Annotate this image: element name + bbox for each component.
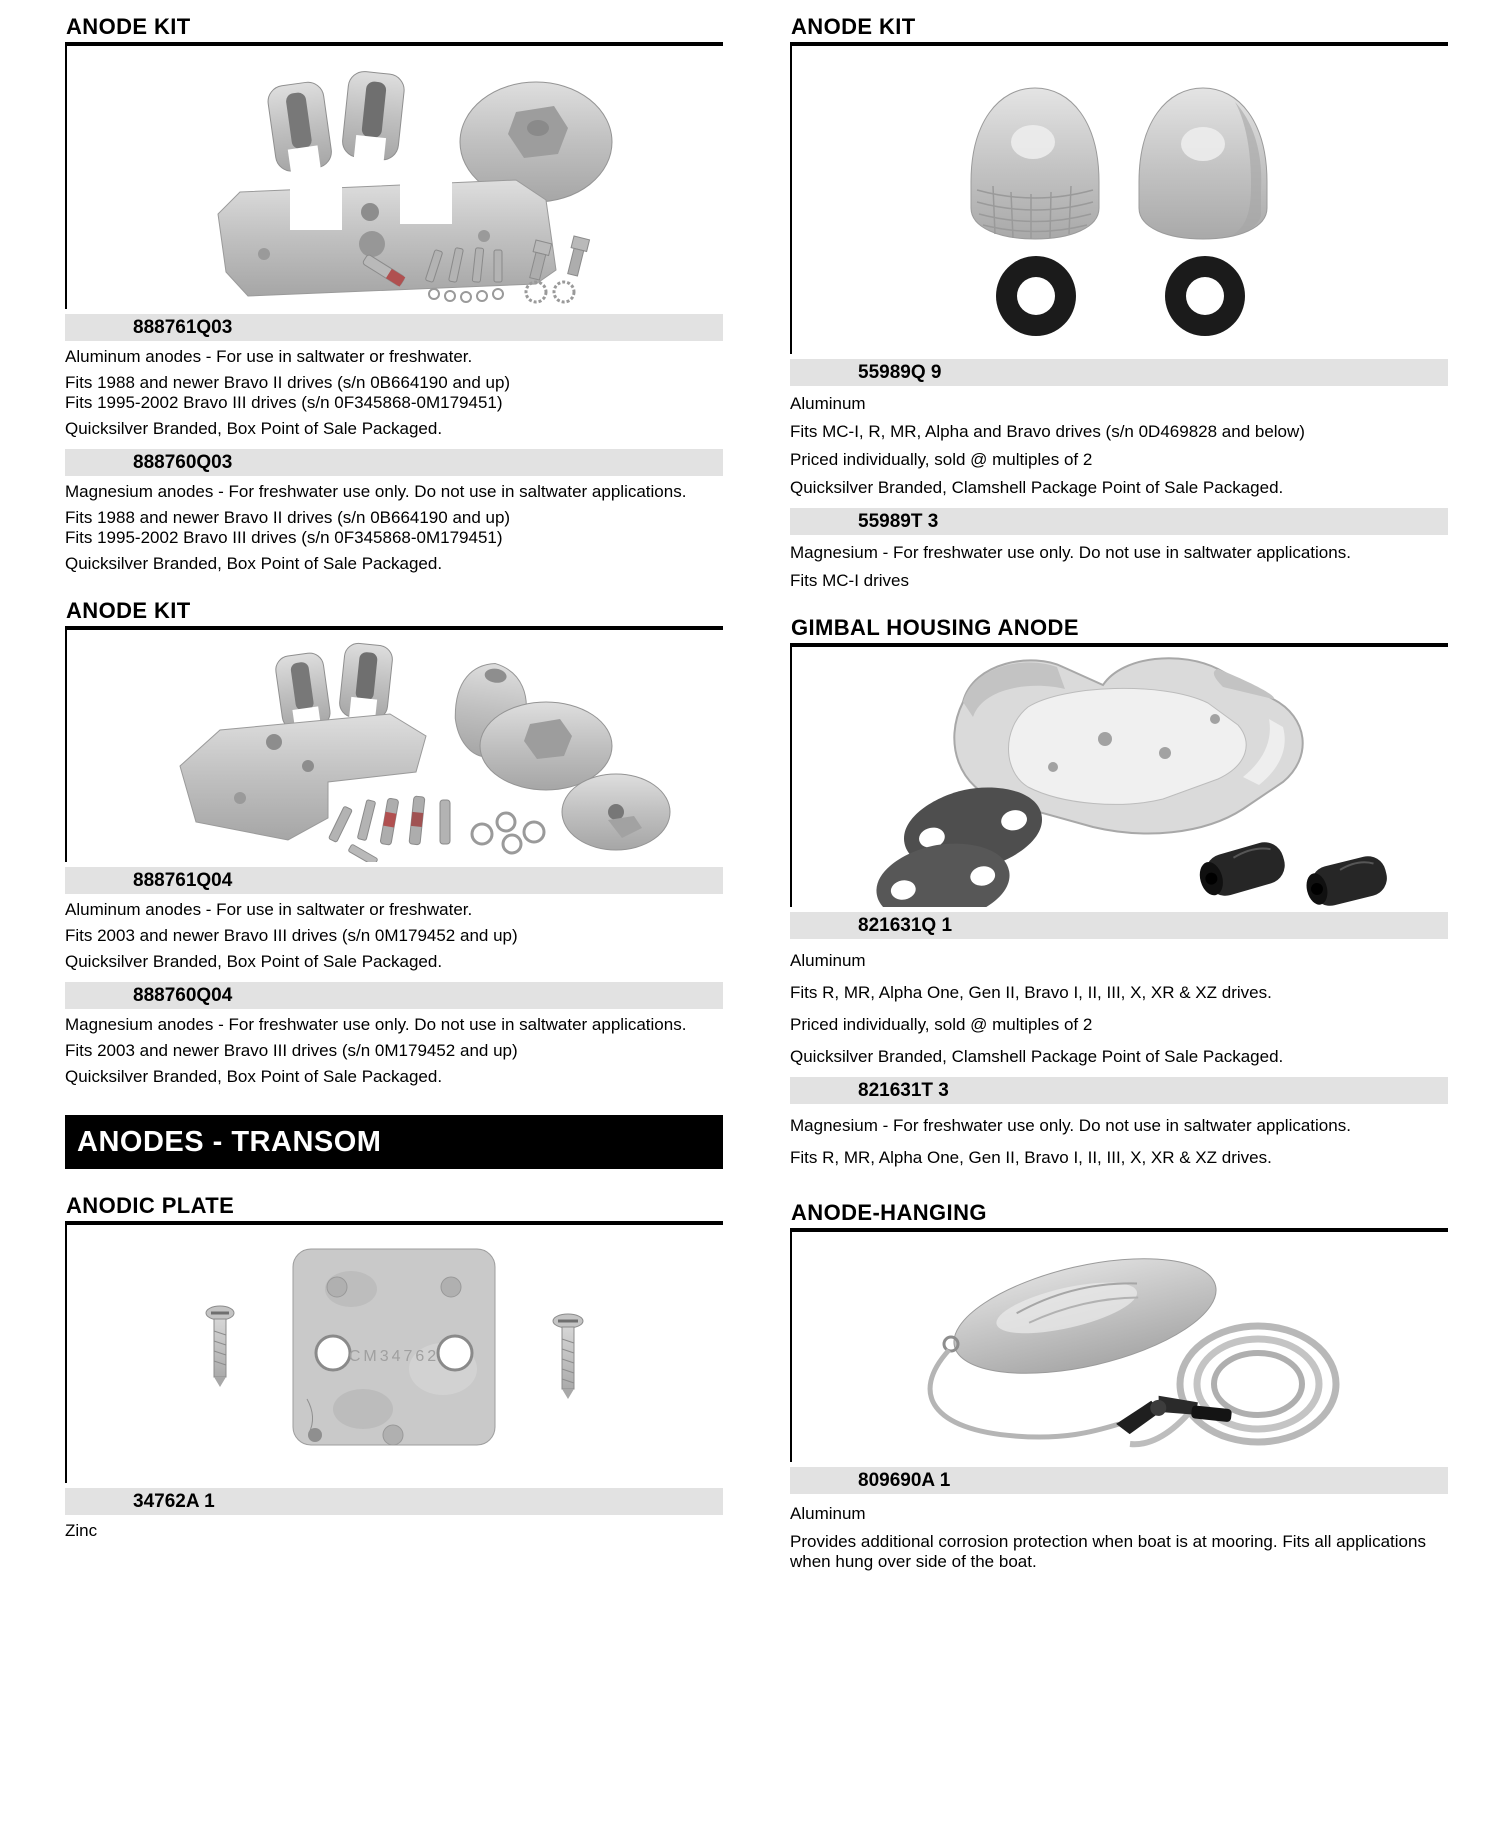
section-title: ANODE-HANGING bbox=[790, 1202, 1448, 1232]
part-number-bar bbox=[65, 982, 723, 1009]
part-number-bar bbox=[790, 912, 1448, 939]
product-photo-anode-caps bbox=[790, 46, 1448, 354]
part-desc: Aluminum bbox=[790, 951, 866, 970]
part-packaging: Quicksilver Branded, Box Point of Sale Packaged. bbox=[65, 1067, 443, 1086]
part-fits: Fits 2003 and newer Bravo III drives (s/n 0M179452 and up) bbox=[65, 1041, 518, 1060]
part-number: 888760Q04 bbox=[133, 985, 233, 1006]
part-fits: Fits R, MR, Alpha One, Gen II, Bravo I, II, III, X, XR & XZ drives. bbox=[790, 1148, 1272, 1167]
right-column bbox=[790, 16, 1448, 1572]
part-desc: Zinc bbox=[65, 1521, 98, 1540]
part-entry bbox=[65, 314, 723, 439]
section-anode-kit-caps bbox=[790, 16, 1448, 591]
part-number-bar bbox=[790, 359, 1448, 386]
part-desc: Magnesium anodes - For freshwater use only. Do not use in saltwater applications. bbox=[65, 1015, 687, 1034]
anode-kit-bravo3-image bbox=[67, 630, 723, 862]
part-number-bar bbox=[65, 314, 723, 341]
section-title: ANODIC PLATE bbox=[65, 1195, 723, 1225]
part-desc: Aluminum bbox=[790, 1504, 866, 1523]
part-number: 809690A 1 bbox=[858, 1470, 951, 1491]
part-fits: Fits MC-I, R, MR, Alpha and Bravo drives (s/n 0D469828 and below) bbox=[790, 422, 1305, 441]
part-fits: Fits MC-I drives bbox=[790, 571, 909, 590]
gimbal-anode-image bbox=[792, 647, 1448, 907]
part-fits: Fits 1988 and newer Bravo II drives (s/n 0B664190 and up) bbox=[65, 373, 511, 392]
left-column bbox=[65, 16, 723, 1572]
product-photo-anode-kit-bravo2 bbox=[65, 46, 723, 309]
hanging-anode-image bbox=[792, 1232, 1448, 1462]
part-desc: Magnesium anodes - For freshwater use only. Do not use in saltwater applications. bbox=[65, 482, 687, 501]
product-photo-anode-kit-bravo3 bbox=[65, 630, 723, 862]
part-desc: Aluminum anodes - For use in saltwater or freshwater. bbox=[65, 347, 473, 366]
part-packaging: Quicksilver Branded, Box Point of Sale Packaged. bbox=[65, 952, 443, 971]
part-fits: Fits R, MR, Alpha One, Gen II, Bravo I, II, III, X, XR & XZ drives. bbox=[790, 983, 1272, 1002]
plate-stamp-text: CM34762 bbox=[348, 1348, 440, 1365]
section-anode-hanging bbox=[790, 1202, 1448, 1572]
part-number: 55989T 3 bbox=[858, 511, 939, 532]
section-title: GIMBAL HOUSING ANODE bbox=[790, 617, 1448, 647]
part-fits: Fits 1995-2002 Bravo III drives (s/n 0F345868-0M179451) bbox=[65, 528, 503, 547]
anode-caps-image bbox=[792, 46, 1448, 354]
part-packaging: Quicksilver Branded, Clamshell Package Point of Sale Packaged. bbox=[790, 478, 1284, 497]
category-banner bbox=[65, 1115, 723, 1169]
part-number-bar bbox=[65, 867, 723, 894]
section-title: ANODE KIT bbox=[65, 16, 723, 46]
part-pricing: Priced individually, sold @ multiples of 2 bbox=[790, 450, 1093, 469]
section-title: ANODE KIT bbox=[65, 600, 723, 630]
part-number: 821631Q 1 bbox=[858, 915, 953, 936]
part-entry bbox=[65, 449, 723, 574]
anode-kit-bravo2-image bbox=[67, 46, 723, 309]
part-number-bar bbox=[790, 508, 1448, 535]
part-entry bbox=[790, 508, 1448, 591]
part-entry bbox=[790, 359, 1448, 498]
part-entry bbox=[65, 1488, 723, 1541]
part-desc: Aluminum anodes - For use in saltwater or freshwater. bbox=[65, 900, 473, 919]
part-entry bbox=[65, 867, 723, 972]
part-fits: Fits 1988 and newer Bravo II drives (s/n 0B664190 and up) bbox=[65, 508, 511, 527]
section-gimbal-housing-anode bbox=[790, 617, 1448, 1168]
part-entry bbox=[790, 1467, 1448, 1572]
part-number: 34762A 1 bbox=[133, 1491, 215, 1512]
product-photo-hanging-anode bbox=[790, 1232, 1448, 1462]
part-packaging: Quicksilver Branded, Box Point of Sale Packaged. bbox=[65, 419, 443, 438]
part-entry bbox=[65, 982, 723, 1087]
part-desc: Magnesium - For freshwater use only. Do not use in saltwater applications. bbox=[790, 1116, 1351, 1135]
part-desc: Magnesium - For freshwater use only. Do not use in saltwater applications. bbox=[790, 543, 1351, 562]
part-number: 888760Q03 bbox=[133, 452, 233, 473]
part-packaging: Quicksilver Branded, Clamshell Package Point of Sale Packaged. bbox=[790, 1047, 1284, 1066]
section-anodic-plate bbox=[65, 1195, 723, 1541]
product-photo-gimbal-anode bbox=[790, 647, 1448, 907]
part-number-bar bbox=[790, 1077, 1448, 1104]
part-entry bbox=[790, 1077, 1448, 1168]
part-note: Provides additional corrosion protection when boat is at mooring. Fits all applications when hung over side of the boat. bbox=[790, 1532, 1426, 1571]
part-fits: Fits 2003 and newer Bravo III drives (s/n 0M179452 and up) bbox=[65, 926, 518, 945]
part-number: 888761Q04 bbox=[133, 870, 233, 891]
part-number: 55989Q 9 bbox=[858, 362, 942, 383]
anodic-plate-image bbox=[67, 1225, 723, 1483]
part-number-bar bbox=[65, 449, 723, 476]
section-title: ANODE KIT bbox=[790, 16, 1448, 46]
category-banner-label: ANODES - TRANSOM bbox=[77, 1125, 382, 1158]
part-desc: Aluminum bbox=[790, 394, 866, 413]
part-number: 888761Q03 bbox=[133, 317, 233, 338]
section-anode-kit-bravo3 bbox=[65, 600, 723, 1087]
part-number-bar bbox=[65, 1488, 723, 1515]
part-packaging: Quicksilver Branded, Box Point of Sale Packaged. bbox=[65, 554, 443, 573]
part-pricing: Priced individually, sold @ multiples of 2 bbox=[790, 1015, 1093, 1034]
part-number-bar bbox=[790, 1467, 1448, 1494]
part-entry bbox=[790, 912, 1448, 1067]
part-fits: Fits 1995-2002 Bravo III drives (s/n 0F345868-0M179451) bbox=[65, 393, 503, 412]
product-photo-anodic-plate bbox=[65, 1225, 723, 1483]
part-number: 821631T 3 bbox=[858, 1080, 949, 1101]
section-anode-kit-bravo2 bbox=[65, 16, 723, 574]
